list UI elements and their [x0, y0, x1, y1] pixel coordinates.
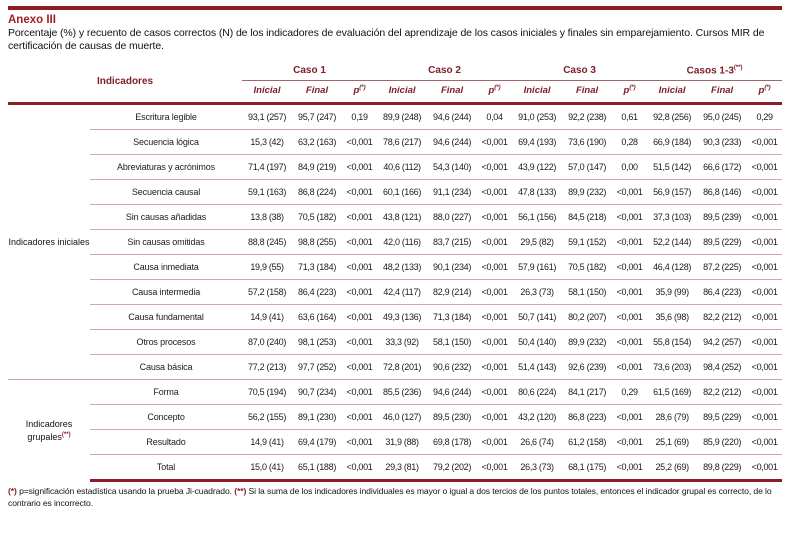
- value-cell: 58,1 (150): [562, 280, 612, 305]
- page-title: Anexo III: [8, 14, 56, 26]
- subheader-final: Final: [292, 81, 342, 104]
- value-cell: 69,8 (178): [427, 430, 477, 455]
- table-row: [8, 104, 782, 130]
- p-value-cell: 0,28: [612, 130, 647, 155]
- subheader-inicial: Inicial: [377, 81, 427, 104]
- p-value-cell: <0,001: [477, 255, 512, 280]
- value-cell: 86,4 (223): [697, 280, 747, 305]
- value-cell: 90,3 (233): [697, 130, 747, 155]
- p-value-cell: <0,001: [612, 205, 647, 230]
- value-cell: 89,9 (232): [562, 330, 612, 355]
- p-value-cell: <0,001: [747, 180, 782, 205]
- p-value-cell: <0,001: [747, 255, 782, 280]
- value-cell: 89,5 (229): [697, 405, 747, 430]
- value-cell: 26,3 (73): [512, 280, 562, 305]
- table-row: [8, 455, 782, 481]
- indicator-name: Abreviaturas y acrónimos: [90, 155, 242, 180]
- case-group-header: Caso 1: [242, 61, 377, 81]
- subheader-inicial: Inicial: [647, 81, 697, 104]
- p-value-cell: <0,001: [747, 205, 782, 230]
- value-cell: 57,0 (147): [562, 155, 612, 180]
- value-cell: 60,1 (166): [377, 180, 427, 205]
- value-cell: 92,8 (256): [653, 112, 692, 123]
- value-cell: 66,9 (184): [647, 130, 697, 155]
- value-cell: 59,1 (152): [562, 230, 612, 255]
- table-row: [8, 155, 782, 180]
- table-row: [8, 330, 782, 355]
- case-header-row: [8, 61, 782, 81]
- value-cell: 69,4 (193): [512, 130, 562, 155]
- p-value-cell: <0,001: [747, 405, 782, 430]
- table-row: [8, 430, 782, 455]
- value-cell: 87,0 (240): [242, 330, 292, 355]
- value-cell: 48,2 (133): [377, 255, 427, 280]
- value-cell: 29,3 (81): [377, 455, 427, 481]
- p-value-cell: <0,001: [342, 130, 377, 155]
- p-value-cell: <0,001: [612, 330, 647, 355]
- value-cell: 86,8 (224): [292, 180, 342, 205]
- group-label: Indicadores grupales(**): [8, 380, 90, 481]
- value-cell: 89,5 (239): [697, 205, 747, 230]
- p-value-cell: <0,001: [342, 380, 377, 405]
- value-cell: 84,5 (218): [562, 205, 612, 230]
- value-cell: 78,6 (217): [377, 130, 427, 155]
- value-cell: 35,6 (98): [647, 305, 697, 330]
- value-cell: 42,4 (117): [377, 280, 427, 305]
- p-value-cell: <0,001: [477, 455, 512, 481]
- value-cell: 82,2 (212): [697, 380, 747, 405]
- table-row: [8, 205, 782, 230]
- value-cell: 90,1 (234): [427, 255, 477, 280]
- p-value-cell: <0,001: [612, 280, 647, 305]
- value-cell: 94,2 (257): [697, 330, 747, 355]
- value-cell: 87,2 (225): [697, 255, 747, 280]
- value-cell: 51,4 (143): [512, 355, 562, 380]
- value-cell: 66,6 (172): [697, 155, 747, 180]
- case-group-header: Caso 3: [512, 61, 647, 81]
- value-cell: 54,3 (140): [427, 155, 477, 180]
- table-row: [8, 305, 782, 330]
- value-cell: 15,0 (41): [242, 455, 292, 481]
- value-cell: 46,0 (127): [377, 405, 427, 430]
- p-value-cell: <0,001: [747, 455, 782, 481]
- subheader-final: Final: [427, 81, 477, 104]
- value-cell: 50,4 (140): [512, 330, 562, 355]
- value-cell: 89,9 (248): [383, 112, 422, 123]
- value-cell: 72,8 (201): [377, 355, 427, 380]
- table-row: [8, 180, 782, 205]
- value-cell: 89,8 (229): [697, 455, 747, 481]
- p-value-cell: <0,001: [747, 305, 782, 330]
- value-cell: 98,4 (252): [697, 355, 747, 380]
- p-value-cell: <0,001: [612, 455, 647, 481]
- value-cell: 94,6 (244): [427, 130, 477, 155]
- indicator-name: Causa inmediata: [90, 255, 242, 280]
- value-cell: 89,5 (229): [697, 230, 747, 255]
- value-cell: 56,1 (156): [512, 205, 562, 230]
- value-cell: 88,0 (227): [427, 205, 477, 230]
- p-value-cell: <0,001: [612, 255, 647, 280]
- value-cell: 80,2 (207): [562, 305, 612, 330]
- value-cell: 19,9 (55): [242, 255, 292, 280]
- p-value-cell: 0,19: [351, 112, 368, 123]
- p-value-cell: 0,00: [612, 155, 647, 180]
- value-cell: 95,7 (247): [298, 112, 337, 123]
- value-cell: 25,2 (69): [647, 455, 697, 481]
- value-cell: 51,5 (142): [647, 155, 697, 180]
- value-cell: 15,3 (42): [242, 130, 292, 155]
- value-cell: 26,3 (73): [512, 455, 562, 481]
- p-value-cell: <0,001: [747, 355, 782, 380]
- p-value-cell: <0,001: [342, 255, 377, 280]
- value-cell: 40,6 (112): [377, 155, 427, 180]
- p-value-cell: <0,001: [612, 405, 647, 430]
- subheader-inicial: Inicial: [242, 81, 292, 104]
- value-cell: 55,8 (154): [647, 330, 697, 355]
- value-cell: 69,4 (179): [292, 430, 342, 455]
- value-cell: 61,2 (158): [562, 430, 612, 455]
- p-value-cell: <0,001: [342, 230, 377, 255]
- subheader-p: p(*): [477, 81, 512, 104]
- p-value-cell: <0,001: [477, 205, 512, 230]
- value-cell: 90,6 (232): [427, 355, 477, 380]
- value-cell: 89,5 (230): [427, 405, 477, 430]
- indicator-name: Secuencia causal: [90, 180, 242, 205]
- column-header-indicadores: Indicadores: [8, 61, 242, 104]
- p-value-cell: <0,001: [477, 355, 512, 380]
- value-cell: 97,7 (252): [292, 355, 342, 380]
- table-row: [8, 255, 782, 280]
- footnote-marker-1: (*): [8, 486, 17, 497]
- page-subtitle: Porcentaje (%) y recuento de casos correctos (N) de los indicadores de evaluación del aprendizaje de los casos iniciales y finales sin emparejamiento. Cursos MIR de certificación de causas de muerte.: [8, 27, 765, 53]
- p-value-cell: 0,61: [621, 112, 638, 123]
- value-cell: 61,5 (169): [647, 380, 697, 405]
- p-value-cell: <0,001: [747, 330, 782, 355]
- p-value-cell: <0,001: [342, 155, 377, 180]
- table-row: [8, 280, 782, 305]
- value-cell: 57,9 (161): [512, 255, 562, 280]
- value-cell: 26,6 (74): [512, 430, 562, 455]
- indicator-name: Escritura legible: [135, 112, 197, 123]
- value-cell: 63,2 (163): [292, 130, 342, 155]
- value-cell: 58,1 (150): [427, 330, 477, 355]
- p-value-cell: <0,001: [747, 380, 782, 405]
- value-cell: 70,5 (194): [242, 380, 292, 405]
- value-cell: 47,8 (133): [512, 180, 562, 205]
- value-cell: 95,0 (245): [703, 112, 742, 123]
- p-value-cell: <0,001: [342, 180, 377, 205]
- group-label: Indicadores iniciales: [8, 237, 90, 248]
- footnote: [8, 486, 782, 509]
- p-value-cell: <0,001: [342, 280, 377, 305]
- p-value-cell: <0,001: [342, 455, 377, 481]
- value-cell: 86,4 (223): [292, 280, 342, 305]
- value-cell: 91,0 (253): [518, 112, 557, 123]
- value-cell: 77,2 (213): [242, 355, 292, 380]
- subheader-p: p(*): [342, 81, 377, 104]
- p-value-cell: <0,001: [342, 355, 377, 380]
- value-cell: 52,2 (144): [647, 230, 697, 255]
- value-cell: 31,9 (88): [377, 430, 427, 455]
- top-rule: [8, 6, 782, 10]
- case-group-header: Caso 2: [377, 61, 512, 81]
- indicator-name: Forma: [90, 380, 242, 405]
- value-cell: 85,5 (236): [377, 380, 427, 405]
- p-value-cell: <0,001: [612, 355, 647, 380]
- subheader-p: p(*): [747, 81, 782, 104]
- p-value-cell: <0,001: [747, 230, 782, 255]
- p-value-cell: <0,001: [747, 155, 782, 180]
- value-cell: 42,0 (116): [377, 230, 427, 255]
- table-row: [8, 355, 782, 380]
- value-cell: 25,1 (69): [647, 430, 697, 455]
- p-value-cell: <0,001: [342, 330, 377, 355]
- p-value-cell: <0,001: [477, 305, 512, 330]
- value-cell: 71,4 (197): [242, 155, 292, 180]
- indicator-name: Sin causas añadidas: [90, 205, 242, 230]
- p-value-cell: <0,001: [477, 230, 512, 255]
- value-cell: 35,9 (99): [647, 280, 697, 305]
- p-value-cell: <0,001: [342, 430, 377, 455]
- value-cell: 92,2 (238): [568, 112, 607, 123]
- table-body: [8, 104, 782, 481]
- value-cell: 73,6 (190): [562, 130, 612, 155]
- p-value-cell: <0,001: [747, 280, 782, 305]
- p-value-cell: 0,29: [612, 380, 647, 405]
- value-cell: 89,9 (232): [562, 180, 612, 205]
- value-cell: 79,2 (202): [427, 455, 477, 481]
- p-value-cell: <0,001: [612, 430, 647, 455]
- value-cell: 91,1 (234): [427, 180, 477, 205]
- value-cell: 65,1 (188): [292, 455, 342, 481]
- indicator-name: Resultado: [90, 430, 242, 455]
- footnote-text-1: p=significación estadística usando la prueba Ji-cuadrado.: [16, 486, 235, 497]
- footnote-marker-2: (**): [234, 486, 247, 497]
- p-value-cell: 0,04: [486, 112, 503, 123]
- indicator-name: Secuencia lógica: [90, 130, 242, 155]
- value-cell: 90,7 (234): [292, 380, 342, 405]
- value-cell: 43,8 (121): [377, 205, 427, 230]
- value-cell: 13,8 (38): [242, 205, 292, 230]
- value-cell: 14,9 (41): [242, 430, 292, 455]
- subheader-final: Final: [697, 81, 747, 104]
- value-cell: 57,2 (158): [242, 280, 292, 305]
- value-cell: 63,6 (164): [292, 305, 342, 330]
- value-cell: 49,3 (136): [377, 305, 427, 330]
- value-cell: 89,1 (230): [292, 405, 342, 430]
- value-cell: 84,9 (219): [292, 155, 342, 180]
- value-cell: 56,9 (157): [647, 180, 697, 205]
- p-value-cell: <0,001: [342, 205, 377, 230]
- indicator-name: Causa intermedia: [90, 280, 242, 305]
- p-value-cell: <0,001: [477, 405, 512, 430]
- value-cell: 29,5 (82): [512, 230, 562, 255]
- p-value-cell: <0,001: [342, 405, 377, 430]
- table-header: [8, 61, 782, 104]
- value-cell: 14,9 (41): [242, 305, 292, 330]
- value-cell: 85,9 (220): [697, 430, 747, 455]
- p-value-cell: <0,001: [477, 280, 512, 305]
- value-cell: 56,2 (155): [242, 405, 292, 430]
- value-cell: 80,6 (224): [512, 380, 562, 405]
- p-value-cell: <0,001: [747, 130, 782, 155]
- value-cell: 59,1 (163): [242, 180, 292, 205]
- value-cell: 28,6 (79): [647, 405, 697, 430]
- value-cell: 86,8 (223): [562, 405, 612, 430]
- p-value-cell: <0,001: [612, 230, 647, 255]
- value-cell: 70,5 (182): [292, 205, 342, 230]
- subheader-inicial: Inicial: [512, 81, 562, 104]
- value-cell: 71,3 (184): [292, 255, 342, 280]
- value-cell: 68,1 (175): [562, 455, 612, 481]
- subheader-final: Final: [562, 81, 612, 104]
- indicator-name: Sin causas omitidas: [90, 230, 242, 255]
- indicator-name: Total: [90, 455, 242, 481]
- footnote-text-2: Si la suma de los indicadores individuales es mayor o igual a dos tercios de los puntos totales, entonces el indicador grupal es correcto, de lo contrario es incorrecto.: [8, 486, 772, 508]
- value-cell: 37,3 (103): [647, 205, 697, 230]
- p-value-cell: <0,001: [477, 430, 512, 455]
- value-cell: 88,8 (245): [242, 230, 292, 255]
- p-value-cell: <0,001: [612, 180, 647, 205]
- value-cell: 50,7 (141): [512, 305, 562, 330]
- results-table: [8, 61, 782, 482]
- table-row: [8, 130, 782, 155]
- value-cell: 43,2 (120): [512, 405, 562, 430]
- p-value-cell: <0,001: [477, 155, 512, 180]
- value-cell: 82,9 (214): [427, 280, 477, 305]
- p-value-cell: <0,001: [477, 380, 512, 405]
- p-value-cell: <0,001: [477, 330, 512, 355]
- value-cell: 94,6 (244): [433, 112, 472, 123]
- p-value-cell: <0,001: [477, 180, 512, 205]
- value-cell: 93,1 (257): [248, 112, 287, 123]
- table-row: [8, 230, 782, 255]
- p-value-cell: 0,29: [756, 112, 773, 123]
- table-row: [8, 405, 782, 430]
- value-cell: 98,1 (253): [292, 330, 342, 355]
- value-cell: 71,3 (184): [427, 305, 477, 330]
- value-cell: 82,2 (212): [697, 305, 747, 330]
- value-cell: 86,8 (146): [697, 180, 747, 205]
- indicator-name: Causa básica: [90, 355, 242, 380]
- table-row: [8, 380, 782, 405]
- value-cell: 94,6 (244): [427, 380, 477, 405]
- value-cell: 46,4 (128): [647, 255, 697, 280]
- indicator-name: Otros procesos: [90, 330, 242, 355]
- indicator-name: Causa fundamental: [90, 305, 242, 330]
- value-cell: 73,6 (203): [647, 355, 697, 380]
- value-cell: 83,7 (215): [427, 230, 477, 255]
- value-cell: 33,3 (92): [377, 330, 427, 355]
- p-value-cell: <0,001: [342, 305, 377, 330]
- value-cell: 70,5 (182): [562, 255, 612, 280]
- p-value-cell: <0,001: [477, 130, 512, 155]
- case-group-header: Casos 1-3(**): [647, 61, 782, 81]
- value-cell: 98,8 (255): [292, 230, 342, 255]
- p-value-cell: <0,001: [747, 430, 782, 455]
- indicator-name: Concepto: [90, 405, 242, 430]
- p-value-cell: <0,001: [612, 305, 647, 330]
- value-cell: 84,1 (217): [562, 380, 612, 405]
- value-cell: 43,9 (122): [512, 155, 562, 180]
- subheader-p: p(*): [612, 81, 647, 104]
- value-cell: 92,6 (239): [562, 355, 612, 380]
